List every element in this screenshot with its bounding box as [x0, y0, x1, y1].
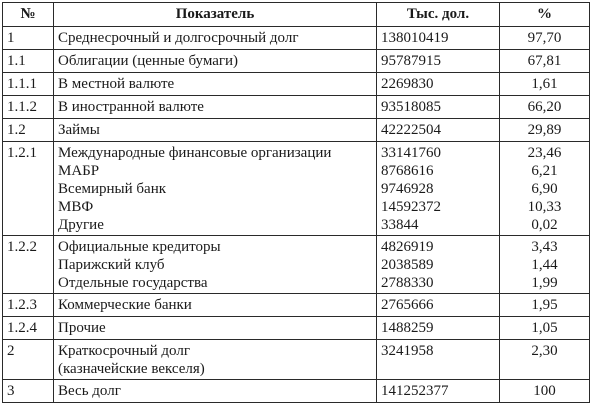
value-percent: 0,02 — [531, 217, 558, 233]
value-cell — [377, 380, 500, 403]
value-cell — [377, 73, 500, 96]
value-cell — [377, 294, 500, 317]
indicator-cell — [54, 119, 377, 142]
percent-cell — [500, 96, 590, 119]
table-row — [3, 142, 590, 236]
percent-cell — [500, 380, 590, 403]
value-thousand-dollars: 93518085 — [381, 99, 441, 115]
table-row — [3, 73, 590, 96]
value-cell — [377, 119, 500, 142]
indicator-label: Среднесрочный и долгосрочный долг — [58, 30, 299, 46]
row-number: 1.2.3 — [3, 294, 54, 317]
indicator-cell — [54, 236, 377, 294]
value-percent: 6,21 — [531, 163, 558, 179]
value-percent: 1,99 — [531, 275, 558, 291]
indicator-label: Весь долг — [58, 383, 121, 399]
indicator-label: МВФ — [58, 199, 94, 215]
indicator-label: Парижский клуб — [58, 257, 165, 273]
value-cell — [377, 50, 500, 73]
indicator-cell — [54, 317, 377, 340]
row-number: 1.2.4 — [3, 317, 54, 340]
value-percent: 66,20 — [527, 99, 562, 115]
indicator-label: Другие — [58, 217, 104, 233]
percent-cell — [500, 294, 590, 317]
value-thousand-dollars: 138010419 — [381, 30, 449, 46]
percent-cell — [500, 142, 590, 236]
percent-cell — [500, 27, 590, 50]
value-thousand-dollars: 4826919 — [381, 239, 434, 255]
value-thousand-dollars: 8768616 — [381, 163, 434, 179]
indicator-label: Облигации (ценные бумаги) — [58, 53, 239, 69]
percent-cell — [500, 119, 590, 142]
value-cell — [377, 142, 500, 236]
value-thousand-dollars: 95787915 — [381, 53, 441, 69]
value-cell — [377, 27, 500, 50]
value-thousand-dollars: 9746928 — [381, 181, 434, 197]
value-percent: 1,05 — [531, 320, 558, 336]
value-cell — [377, 96, 500, 119]
value-thousand-dollars: 3241958 — [381, 343, 434, 359]
indicator-label: Прочие — [58, 320, 106, 336]
row-number: 1.2.1 — [3, 142, 54, 236]
indicator-label: В иностранной валюте — [58, 99, 204, 115]
value-thousand-dollars: 2269830 — [381, 76, 434, 92]
indicator-label: Коммерческие банки — [58, 297, 192, 313]
indicator-cell — [54, 380, 377, 403]
percent-cell — [500, 340, 590, 380]
value-thousand-dollars: 2788330 — [381, 275, 434, 291]
value-thousand-dollars: 33141760 — [381, 145, 441, 161]
table-header-row — [3, 3, 590, 27]
value-thousand-dollars: 2038589 — [381, 257, 434, 273]
row-number: 2 — [3, 340, 54, 380]
indicator-label: Отдельные государства — [58, 275, 208, 291]
value-percent: 3,43 — [531, 239, 558, 255]
table-row — [3, 27, 590, 50]
indicator-cell — [54, 27, 377, 50]
indicator-label: Международные финансовые организации — [58, 145, 332, 161]
table-row — [3, 236, 590, 294]
indicator-label: Всемирный банк — [58, 181, 167, 197]
value-thousand-dollars: 141252377 — [381, 383, 449, 399]
table-row — [3, 380, 590, 403]
percent-cell — [500, 73, 590, 96]
indicator-cell — [54, 50, 377, 73]
row-number: 1.1.2 — [3, 96, 54, 119]
row-number: 3 — [3, 380, 54, 403]
indicator-label: В местной валюте — [58, 76, 175, 92]
row-number: 1.2 — [3, 119, 54, 142]
debt-structure-table — [2, 2, 590, 403]
value-thousand-dollars: 14592372 — [381, 199, 441, 215]
value-cell — [377, 317, 500, 340]
value-cell — [377, 340, 500, 380]
indicator-cell — [54, 73, 377, 96]
indicator-cell — [54, 294, 377, 317]
value-percent: 1,44 — [531, 257, 558, 273]
table-row — [3, 96, 590, 119]
indicator-label: (казначейские векселя) — [58, 361, 205, 377]
value-percent: 1,61 — [531, 76, 558, 92]
indicator-cell — [54, 340, 377, 380]
percent-cell — [500, 50, 590, 73]
row-number: 1.1.1 — [3, 73, 54, 96]
indicator-label: Официальные кредиторы — [58, 239, 221, 255]
table-row — [3, 50, 590, 73]
row-number: 1.1 — [3, 50, 54, 73]
value-percent: 10,33 — [527, 199, 562, 215]
indicator-cell — [54, 96, 377, 119]
value-percent: 6,90 — [531, 181, 558, 197]
value-cell — [377, 236, 500, 294]
value-percent: 29,89 — [527, 122, 562, 138]
row-number: 1 — [3, 27, 54, 50]
indicator-label: МАБР — [58, 163, 100, 179]
column-header-thousand-dollars: Тыс. дол. — [377, 3, 500, 27]
value-percent: 1,95 — [531, 297, 558, 313]
column-header-percent: % — [500, 3, 590, 27]
table-body — [3, 27, 590, 403]
column-header-indicator: Показатель — [54, 3, 377, 27]
table-row — [3, 340, 590, 380]
value-thousand-dollars: 33844 — [381, 217, 419, 233]
value-percent: 97,70 — [527, 30, 562, 46]
table-row — [3, 294, 590, 317]
value-percent: 100 — [533, 383, 556, 399]
value-thousand-dollars: 2765666 — [381, 297, 434, 313]
value-thousand-dollars: 1488259 — [381, 320, 434, 336]
value-percent: 67,81 — [527, 53, 562, 69]
value-percent: 23,46 — [527, 145, 562, 161]
table-row — [3, 317, 590, 340]
value-percent: 2,30 — [531, 343, 558, 359]
row-number: 1.2.2 — [3, 236, 54, 294]
indicator-label: Займы — [58, 122, 100, 138]
percent-cell — [500, 317, 590, 340]
column-header-number: № — [3, 3, 54, 27]
table-row — [3, 119, 590, 142]
indicator-label: Краткосрочный долг — [58, 343, 190, 359]
indicator-cell — [54, 142, 377, 236]
value-thousand-dollars: 42222504 — [381, 122, 441, 138]
percent-cell — [500, 236, 590, 294]
